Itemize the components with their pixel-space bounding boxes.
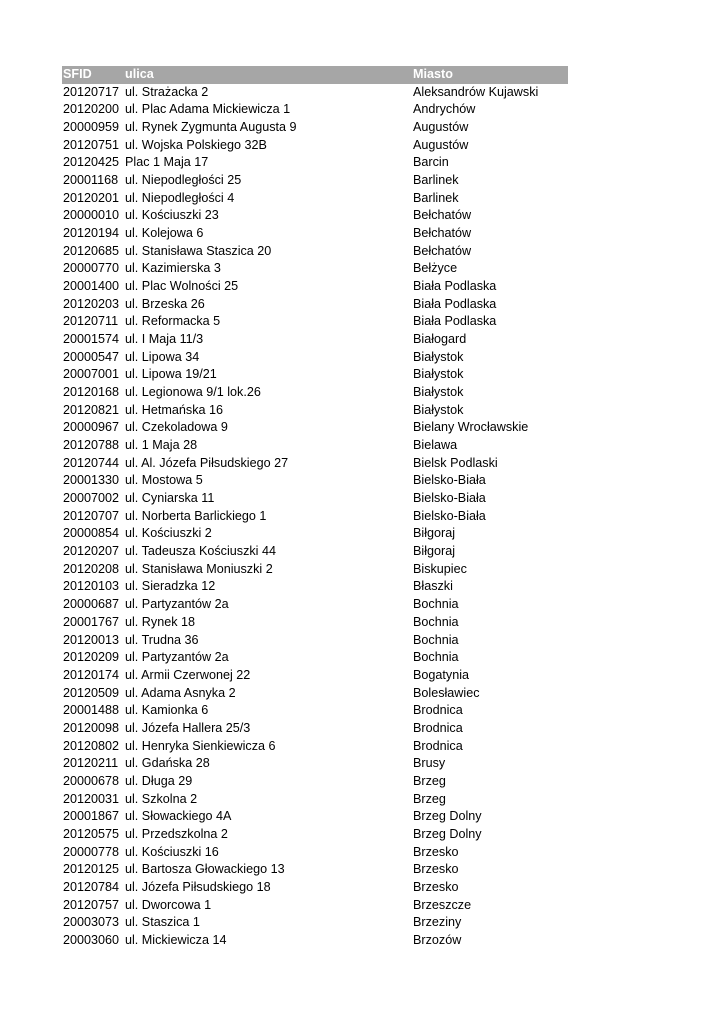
cell-miasto: Białystok [413,349,464,364]
cell-ulica: ul. Kościuszki 23 [125,208,219,223]
cell-ulica: ul. Al. Józefa Piłsudskiego 27 [125,455,289,470]
table-row [62,914,568,932]
cell-ulica: ul. Adama Asnyka 2 [125,685,236,700]
cell-miasto: Brusy [413,756,446,771]
cell-ulica: ul. Przedszkolna 2 [125,826,228,841]
cell-miasto: Barcin [413,155,449,170]
cell-miasto: Brzesko [413,879,459,894]
header-miasto: Miasto [413,67,453,81]
cell-sfid: 20120802 [63,738,120,753]
cell-miasto: Brzeg Dolny [413,826,482,841]
cell-sfid: 20003060 [63,932,120,947]
cell-sfid: 20120757 [63,897,120,912]
cell-ulica: ul. Słowackiego 4A [125,809,232,824]
table-row [62,384,568,402]
table-row [62,225,568,243]
cell-miasto: Bełchatów [413,208,472,223]
table-row [62,207,568,225]
cell-miasto: Białystok [413,385,464,400]
cell-ulica: ul. Plac Wolności 25 [125,279,239,294]
table-row [62,844,568,862]
cell-miasto: Barlinek [413,190,459,205]
cell-miasto: Brzozów [413,932,462,947]
cell-ulica: ul. Hetmańska 16 [125,402,224,417]
cell-ulica: ul. Partyzantów 2a [125,650,229,665]
cell-miasto: Bielsko-Biała [413,491,486,506]
cell-miasto: Bochnia [413,614,459,629]
cell-miasto: Biała Podlaska [413,296,497,311]
cell-sfid: 20120208 [63,561,120,576]
cell-sfid: 20120031 [63,791,120,806]
cell-ulica: ul. Mickiewicza 14 [125,932,227,947]
cell-sfid: 20120201 [63,190,120,205]
cell-sfid: 20001488 [63,703,120,718]
cell-ulica: ul. Sieradzka 12 [125,579,216,594]
cell-ulica: ul. Kościuszki 2 [125,526,212,541]
cell-miasto: Bogatynia [413,667,470,682]
cell-sfid: 20120207 [63,544,120,559]
cell-sfid: 20120821 [63,402,120,417]
cell-sfid: 20000547 [63,349,120,364]
cell-miasto: Andrychów [413,102,476,117]
cell-ulica: ul. Gdańska 28 [125,756,210,771]
cell-sfid: 20000010 [63,208,120,223]
cell-ulica: ul. Norberta Barlickiego 1 [125,508,267,523]
table-row [62,897,568,915]
table-row [62,331,568,349]
cell-miasto: Brzeg [413,773,446,788]
cell-sfid: 20120194 [63,226,120,241]
cell-sfid: 20000770 [63,261,120,276]
table-row [62,172,568,190]
table-row [62,685,568,703]
table-row [62,808,568,826]
table-row [62,349,568,367]
cell-ulica: ul. Bartosza Głowackiego 13 [125,862,285,877]
cell-miasto: Bochnia [413,632,459,647]
cell-miasto: Brzeg Dolny [413,809,482,824]
cell-ulica: ul. Cyniarska 11 [125,491,215,506]
cell-miasto: Biała Podlaska [413,279,497,294]
cell-miasto: Bielany Wrocławskie [413,420,529,435]
cell-ulica: ul. Strażacka 2 [125,84,209,99]
table-row [62,791,568,809]
cell-ulica: ul. Mostowa 5 [125,473,203,488]
cell-sfid: 20007002 [63,491,120,506]
cell-ulica: ul. Lipowa 19/21 [125,367,217,382]
cell-miasto: Brzeg [413,791,446,806]
cell-miasto: Brodnica [413,738,463,753]
table-row [62,879,568,897]
cell-sfid: 20120103 [63,579,120,594]
cell-ulica: ul. Rynek 18 [125,614,196,629]
table-row [62,313,568,331]
cell-ulica: ul. Kamionka 6 [125,703,209,718]
table-row [62,243,568,261]
cell-sfid: 20001330 [63,473,120,488]
cell-ulica: ul. Józefa Hallera 25/3 [125,720,251,735]
cell-miasto: Bielsko-Biała [413,473,486,488]
cell-miasto: Bełchatów [413,243,472,258]
cell-sfid: 20120711 [63,314,119,329]
cell-ulica: ul. Dworcowa 1 [125,897,212,912]
cell-sfid: 20120125 [63,862,120,877]
cell-sfid: 20001867 [63,809,120,824]
cell-sfid: 20120788 [63,438,120,453]
table-row [62,596,568,614]
cell-ulica: ul. Czekoladowa 9 [125,420,228,435]
cell-sfid: 20000678 [63,773,120,788]
cell-miasto: Białystok [413,367,464,382]
cell-ulica: ul. 1 Maja 28 [125,438,198,453]
table-row [62,702,568,720]
table-row [62,84,568,102]
cell-sfid: 20120425 [63,155,120,170]
cell-miasto: Białystok [413,402,464,417]
cell-sfid: 20003073 [63,915,120,930]
table-row [62,437,568,455]
table-row [62,738,568,756]
table-row [62,119,568,137]
cell-ulica: ul. Kościuszki 16 [125,844,219,859]
table-row [62,137,568,155]
table-row [62,861,568,879]
cell-ulica: ul. Niepodległości 25 [125,173,242,188]
cell-miasto: Augustów [413,137,469,152]
cell-miasto: Białogard [413,332,467,347]
table-row [62,402,568,420]
cell-miasto: Bełżyce [413,261,458,276]
table-row [62,632,568,650]
cell-ulica: ul. Wojska Polskiego 32B [125,137,267,152]
table-row [62,190,568,208]
cell-ulica: ul. Staszica 1 [125,915,200,930]
table-header-row [62,66,568,84]
cell-miasto: Brzesko [413,862,459,877]
table-row [62,490,568,508]
cell-miasto: Brzeszcze [413,897,472,912]
table-row [62,649,568,667]
cell-ulica: ul. Stanisława Moniuszki 2 [125,561,273,576]
cell-miasto: Biłgoraj [413,526,455,541]
address-table [62,66,568,950]
cell-sfid: 20120013 [63,632,120,647]
table-row [62,101,568,119]
table-row [62,667,568,685]
table-row [62,932,568,950]
cell-sfid: 20120751 [63,137,120,152]
header-ulica: ulica [125,67,154,81]
cell-miasto: Bielawa [413,438,458,453]
cell-miasto: Brodnica [413,720,463,735]
cell-sfid: 20120784 [63,879,120,894]
cell-sfid: 20120509 [63,685,120,700]
cell-sfid: 20120707 [63,508,120,523]
header-sfid: SFID [63,67,92,81]
cell-sfid: 20001767 [63,614,120,629]
cell-miasto: Bochnia [413,597,459,612]
table-row [62,578,568,596]
cell-ulica: ul. Tadeusza Kościuszki 44 [125,544,276,559]
cell-ulica: ul. Długa 29 [125,773,193,788]
cell-sfid: 20000967 [63,420,120,435]
cell-sfid: 20000854 [63,526,120,541]
cell-ulica: ul. Armii Czerwonej 22 [125,667,251,682]
cell-sfid: 20120200 [63,102,120,117]
cell-miasto: Bielsk Podlaski [413,455,498,470]
cell-sfid: 20001400 [63,279,120,294]
table-row [62,472,568,490]
cell-sfid: 20120174 [63,667,120,682]
cell-ulica: ul. Henryka Sienkiewicza 6 [125,738,276,753]
cell-sfid: 20000687 [63,597,120,612]
cell-sfid: 20000959 [63,120,120,135]
cell-sfid: 20120575 [63,826,120,841]
cell-sfid: 20120209 [63,650,120,665]
table-row [62,773,568,791]
cell-sfid: 20001168 [63,173,119,188]
cell-sfid: 20001574 [63,332,120,347]
cell-sfid: 20120168 [63,385,120,400]
cell-ulica: ul. Józefa Piłsudskiego 18 [125,879,271,894]
table-row [62,561,568,579]
cell-sfid: 20007001 [63,367,120,382]
table-row [62,755,568,773]
table-row [62,826,568,844]
cell-ulica: Plac 1 Maja 17 [125,155,209,170]
cell-ulica: ul. Trudna 36 [125,632,199,647]
cell-sfid: 20000778 [63,844,120,859]
cell-miasto: Augustów [413,120,469,135]
table-row [62,366,568,384]
cell-sfid: 20120098 [63,720,120,735]
cell-ulica: ul. Reformacka 5 [125,314,221,329]
cell-ulica: ul. Kolejowa 6 [125,226,204,241]
table-row [62,525,568,543]
table-row [62,543,568,561]
table-row [62,614,568,632]
cell-miasto: Błaszki [413,579,453,594]
table-row [62,508,568,526]
cell-ulica: ul. Niepodległości 4 [125,190,235,205]
table-row [62,278,568,296]
cell-ulica: ul. Szkolna 2 [125,791,198,806]
table-row [62,455,568,473]
cell-miasto: Brzesko [413,844,459,859]
cell-ulica: ul. I Maja 11/3 [125,332,204,347]
cell-miasto: Bełchatów [413,226,472,241]
cell-miasto: Bielsko-Biała [413,508,486,523]
cell-miasto: Bolesławiec [413,685,480,700]
cell-miasto: Brodnica [413,703,463,718]
cell-miasto: Bochnia [413,650,459,665]
cell-ulica: ul. Lipowa 34 [125,349,200,364]
cell-miasto: Biała Podlaska [413,314,497,329]
table-body [62,84,568,950]
cell-ulica: ul. Plac Adama Mickiewicza 1 [125,102,291,117]
cell-sfid: 20120211 [63,756,119,771]
cell-miasto: Barlinek [413,173,459,188]
table-row [62,720,568,738]
cell-ulica: ul. Stanisława Staszica 20 [125,243,272,258]
table-row [62,419,568,437]
cell-miasto: Biłgoraj [413,544,455,559]
table-row [62,296,568,314]
table-row [62,154,568,172]
cell-ulica: ul. Partyzantów 2a [125,597,229,612]
cell-sfid: 20120744 [63,455,120,470]
cell-ulica: ul. Rynek Zygmunta Augusta 9 [125,120,297,135]
cell-sfid: 20120203 [63,296,120,311]
cell-ulica: ul. Legionowa 9/1 lok.26 [125,385,261,400]
cell-ulica: ul. Brzeska 26 [125,296,205,311]
cell-ulica: ul. Kazimierska 3 [125,261,221,276]
cell-sfid: 20120717 [63,84,120,99]
cell-miasto: Biskupiec [413,561,467,576]
cell-sfid: 20120685 [63,243,120,258]
cell-miasto: Aleksandrów Kujawski [413,84,539,99]
table-row [62,260,568,278]
cell-miasto: Brzeziny [413,915,462,930]
